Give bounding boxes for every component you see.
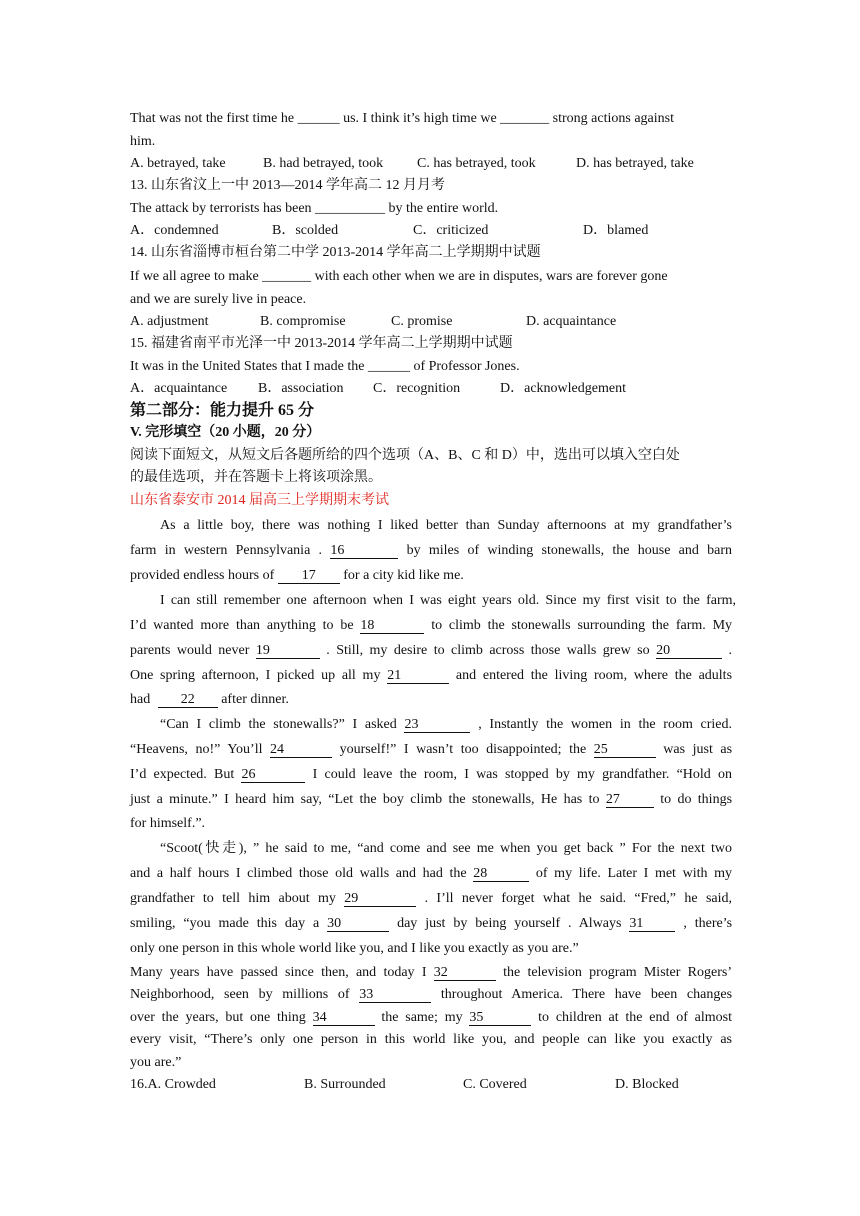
passage-text: for a city kid like me. [343, 568, 464, 583]
q13-source: 13. 山东省汶上一中 2013—2014 学年高二 12 月月考 [130, 178, 445, 193]
passage-line [130, 617, 732, 635]
q13-stem: The attack by terrorists has been __________ by the entire world. [130, 201, 499, 216]
q14-option-a: A. adjustment [130, 314, 209, 329]
passage-text: of my life. Later I met with my [535, 866, 732, 881]
passage-text: by miles of winding stonewalls, the house and barn [406, 543, 733, 558]
q13-option-c: C．criticized [413, 223, 489, 238]
q15-source: 15. 福建省南平市光泽一中 2013-2014 学年高二上学期期中试题 [130, 336, 513, 351]
q14-option-b: B. compromise [260, 314, 346, 329]
passage-text: to climb the stonewalls surrounding the farm. My [431, 618, 733, 633]
passage-line [130, 667, 732, 685]
passage-text: parents would never [130, 643, 250, 658]
q12-option-b: B. had betrayed, took [263, 156, 384, 171]
passage-text: yourself!” I wasn’t too disappointed; the [339, 742, 587, 757]
passage-line: “Scoot(快走), ” he said to me, “and come and see me when you get back ” For the next two [160, 841, 732, 856]
passage-line: only one person in this whole world like you, and I like you exactly as you are.” [130, 941, 579, 956]
q14-stem-line2: and we are surely live in peace. [130, 292, 307, 307]
passage-line [130, 1009, 732, 1027]
q14-option-d: D. acquaintance [526, 314, 617, 329]
blank-16: 16 [330, 543, 398, 559]
instructions-line1: 阅读下面短文，从短文后各题所给的四个选项（A、B、C 和 D）中，选出可以填入空白处 [130, 448, 680, 463]
passage-text: was just as [663, 742, 733, 757]
passage-text: throughout America. There have been changes [440, 987, 733, 1002]
passage-line: every visit, “There’s only one person in this world like you, and people can like you exactly as [130, 1032, 732, 1047]
passage-text: I could leave the room, I was stopped by my grandfather. “Hold on [312, 767, 733, 782]
passage-text: “Can I climb the stonewalls?” I asked [160, 717, 397, 732]
passage-text: . Still, my desire to climb across those walls grew so [326, 643, 650, 658]
passage-text: . [728, 643, 732, 658]
passage-line [160, 716, 732, 734]
blank-31: 31 [629, 916, 675, 932]
blank-19: 19 [256, 643, 320, 659]
passage-line [130, 890, 732, 908]
q16-option-b: B. Surrounded [304, 1077, 386, 1092]
q14-option-c: C. promise [391, 314, 453, 329]
q16-option-a: 16.A. Crowded [130, 1077, 216, 1092]
passage-text: Neighborhood, seen by millions of [130, 987, 350, 1002]
passage-line [130, 766, 732, 784]
q15-option-a: A．acquaintance [130, 381, 228, 396]
passage-text: the same; my [381, 1010, 463, 1025]
blank-21: 21 [387, 668, 449, 684]
q14-stem-line1: If we all agree to make _______ with each other when we are in disputes, wars are forever gone [130, 269, 668, 284]
q12-option-d: D. has betrayed, take [576, 156, 694, 171]
blank-35: 35 [469, 1010, 531, 1026]
passage-text: just a minute.” I heard him say, “Let the boy climb the stonewalls, He has to [130, 792, 600, 807]
passage-text: “Heavens, no!” You’ll [130, 742, 263, 757]
passage-text: grandfather to tell him about my [130, 891, 336, 906]
passage-text: I’d wanted more than anything to be [130, 618, 354, 633]
passage-text: after dinner. [221, 692, 289, 707]
passage-line [130, 691, 732, 709]
blank-22: 22 [158, 692, 218, 708]
blank-29: 29 [344, 891, 416, 907]
section-title: V. 完形填空（20 小题，20 分） [130, 425, 321, 440]
blank-30: 30 [327, 916, 389, 932]
blank-18: 18 [360, 618, 424, 634]
passage-line [130, 567, 732, 585]
passage-text: over the years, but one thing [130, 1010, 306, 1025]
passage-text: , there’s [683, 916, 733, 931]
passage-line [130, 915, 732, 933]
passage-line: for himself.”. [130, 816, 206, 831]
passage-text: I’d expected. But [130, 767, 235, 782]
passage-text: . I’ll never forget what he said. “Fred,” he said, [424, 891, 733, 906]
q15-option-b: B．association [258, 381, 344, 396]
blank-25: 25 [594, 742, 656, 758]
q14-source: 14. 山东省淄博市桓台第二中学 2013-2014 学年高二上学期期中试题 [130, 245, 541, 260]
passage-text: and entered the living room, where the adults [455, 668, 733, 683]
passage-text: and a half hours I climbed those old walls and had the [130, 866, 467, 881]
q16-option-d: D. Blocked [615, 1077, 679, 1092]
instructions-line2: 的最佳选项，并在答题卡上将该项涂黑。 [130, 470, 382, 485]
part2-title: 第二部分：能力提升 65 分 [130, 402, 315, 419]
q15-option-d: D．acknowledgement [500, 381, 626, 396]
passage-line [130, 542, 732, 560]
passage-line: As a little boy, there was nothing I liked better than Sunday afternoons at my grandfather’s [160, 518, 732, 533]
passage-text: smiling, “you made this day a [130, 916, 320, 931]
passage-line [130, 964, 732, 982]
passage-text: Many years have passed since then, and today I [130, 965, 427, 980]
passage-line [130, 865, 732, 883]
passage-text: had [130, 692, 151, 707]
passage-text: , Instantly the women in the room cried. [478, 717, 733, 732]
blank-24: 24 [270, 742, 332, 758]
passage-text: the television program Mister Rogers’ [503, 965, 733, 980]
blank-32: 32 [434, 965, 496, 981]
passage-text: to do things [660, 792, 733, 807]
passage-line [130, 791, 732, 809]
q12-stem-line2: him. [130, 134, 156, 149]
passage-text: provided endless hours of [130, 568, 275, 583]
passage-line [130, 986, 732, 1004]
q15-stem: It was in the United States that I made the ______ of Professor Jones. [130, 359, 520, 374]
q12-option-c: C. has betrayed, took [417, 156, 536, 171]
q13-option-a: A．condemned [130, 223, 219, 238]
blank-23: 23 [404, 717, 470, 733]
q16-option-c: C. Covered [463, 1077, 527, 1092]
passage-source: 山东省泰安市 2014 届高三上学期期末考试 [130, 493, 389, 508]
passage-text: One spring afternoon, I picked up all my [130, 668, 381, 683]
passage-text: to children at the end of almost [538, 1010, 733, 1025]
blank-17: 17 [278, 568, 340, 584]
q15-option-c: C．recognition [373, 381, 461, 396]
passage-text: farm in western Pennsylvania . [130, 543, 323, 558]
blank-28: 28 [473, 866, 529, 882]
blank-26: 26 [241, 767, 305, 783]
blank-33: 33 [359, 987, 431, 1003]
passage-line [130, 642, 732, 660]
q12-stem-line1: That was not the first time he ______ us. I think it’s high time we _______ strong actions against [130, 111, 674, 126]
blank-27: 27 [606, 792, 654, 808]
passage-text: day just by being yourself . Always [397, 916, 622, 931]
q13-option-b: B．scolded [272, 223, 339, 238]
q13-option-d: D．blamed [583, 223, 649, 238]
blank-20: 20 [656, 643, 722, 659]
blank-34: 34 [313, 1010, 375, 1026]
passage-line [130, 741, 732, 759]
q12-option-a: A. betrayed, take [130, 156, 226, 171]
passage-line: you are.” [130, 1055, 182, 1070]
passage-line: I can still remember one afternoon when I was eight years old. Since my first visit to the farm, [160, 593, 736, 608]
